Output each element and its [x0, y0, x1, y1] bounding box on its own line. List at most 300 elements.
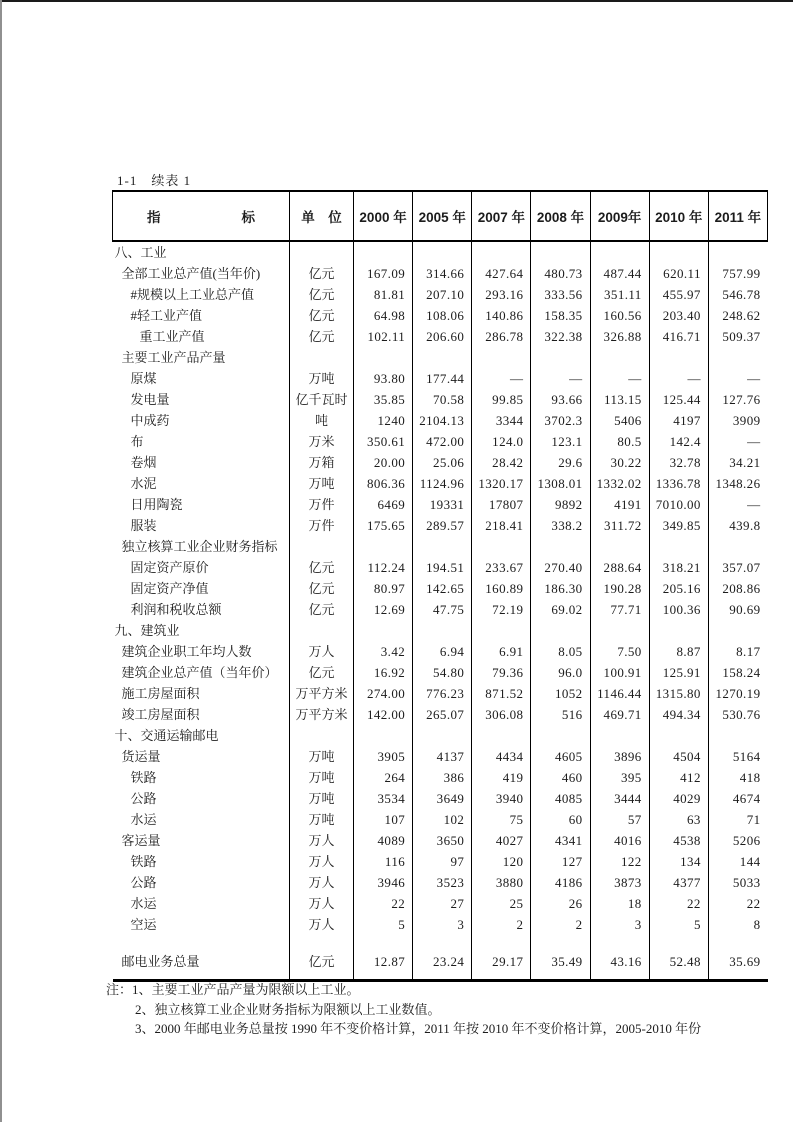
value-cell: 4029: [649, 788, 708, 809]
value-cell: 19331: [413, 494, 472, 515]
indicator-cell: 施工房屋面积: [113, 683, 290, 704]
table-row: [113, 830, 768, 851]
footnote-item-1: 1、主要工业产品产量为限额以上工业。: [132, 982, 360, 997]
value-cell: 177.44: [413, 368, 472, 389]
value-cell: 54.80: [413, 662, 472, 683]
value-cell: 32.78: [649, 452, 708, 473]
value-cell: 469.71: [590, 704, 649, 725]
value-cell: [708, 935, 767, 951]
table-row: [113, 767, 768, 788]
value-cell: [413, 536, 472, 557]
value-cell: 1052: [531, 683, 590, 704]
value-cell: 142.65: [413, 578, 472, 599]
table-row: [113, 557, 768, 578]
value-cell: 7010.00: [649, 494, 708, 515]
unit-cell: [290, 935, 354, 951]
value-cell: 4605: [531, 746, 590, 767]
unit-cell: 万人: [290, 914, 354, 935]
value-cell: [472, 347, 531, 368]
page-title: 1-1 续表 1: [117, 173, 192, 188]
value-cell: [649, 347, 708, 368]
footnote-prefix: 注：: [106, 982, 133, 997]
value-cell: 93.66: [531, 389, 590, 410]
table-row: [113, 578, 768, 599]
value-cell: —: [590, 368, 649, 389]
value-cell: 288.64: [590, 557, 649, 578]
value-cell: 125.44: [649, 389, 708, 410]
value-cell: 620.11: [649, 263, 708, 284]
indicator-cell: #轻工业产值: [113, 305, 290, 326]
unit-cell: 万件: [290, 494, 354, 515]
value-cell: [354, 725, 413, 746]
value-cell: [531, 620, 590, 641]
value-cell: 5: [354, 914, 413, 935]
unit-cell: [290, 241, 354, 263]
value-cell: 4027: [472, 830, 531, 851]
value-cell: 8.05: [531, 641, 590, 662]
value-cell: 112.24: [354, 557, 413, 578]
value-cell: —: [472, 368, 531, 389]
value-cell: 18: [590, 893, 649, 914]
footnote-line-1: [106, 980, 726, 1000]
value-cell: 289.57: [413, 515, 472, 536]
indicator-cell: 铁路: [113, 851, 290, 872]
value-cell: 186.30: [531, 578, 590, 599]
value-cell: 871.52: [472, 683, 531, 704]
value-cell: 134: [649, 851, 708, 872]
value-cell: [590, 725, 649, 746]
indicator-cell: 铁路: [113, 767, 290, 788]
value-cell: 3: [413, 914, 472, 935]
value-cell: 357.07: [708, 557, 767, 578]
indicator-cell: 水泥: [113, 473, 290, 494]
value-cell: 125.91: [649, 662, 708, 683]
value-cell: [531, 536, 590, 557]
value-cell: 318.21: [649, 557, 708, 578]
unit-cell: 万吨: [290, 788, 354, 809]
value-cell: 25: [472, 893, 531, 914]
table-row: [113, 914, 768, 935]
indicator-cell: 邮电业务总量: [113, 951, 290, 981]
value-cell: 3649: [413, 788, 472, 809]
value-cell: 206.60: [413, 326, 472, 347]
value-cell: 460: [531, 767, 590, 788]
value-cell: [413, 935, 472, 951]
value-cell: 22: [354, 893, 413, 914]
value-cell: 203.40: [649, 305, 708, 326]
value-cell: 122: [590, 851, 649, 872]
value-cell: 4191: [590, 494, 649, 515]
value-cell: 306.08: [472, 704, 531, 725]
value-cell: [649, 935, 708, 951]
value-cell: 350.61: [354, 431, 413, 452]
value-cell: 1146.44: [590, 683, 649, 704]
value-cell: 35.85: [354, 389, 413, 410]
value-cell: 25.06: [413, 452, 472, 473]
indicator-cell: 货运量: [113, 746, 290, 767]
value-cell: 487.44: [590, 263, 649, 284]
value-cell: 395: [590, 767, 649, 788]
indicator-cell: 原煤: [113, 368, 290, 389]
value-cell: 3946: [354, 872, 413, 893]
value-cell: 116: [354, 851, 413, 872]
value-cell: 274.00: [354, 683, 413, 704]
table-row: [113, 599, 768, 620]
value-cell: 546.78: [708, 284, 767, 305]
unit-cell: 万吨: [290, 809, 354, 830]
value-cell: 102.11: [354, 326, 413, 347]
value-cell: [472, 725, 531, 746]
value-cell: 5: [649, 914, 708, 935]
value-cell: 47.75: [413, 599, 472, 620]
indicator-cell: 公路: [113, 788, 290, 809]
value-cell: 96.0: [531, 662, 590, 683]
scan-edge-left: [0, 0, 2, 1122]
statistical-table: [112, 190, 768, 982]
value-cell: 1308.01: [531, 473, 590, 494]
spacer-row: [113, 935, 768, 951]
value-cell: 9892: [531, 494, 590, 515]
value-cell: [354, 620, 413, 641]
value-cell: 776.23: [413, 683, 472, 704]
value-cell: 455.97: [649, 284, 708, 305]
value-cell: 160.89: [472, 578, 531, 599]
value-cell: 248.62: [708, 305, 767, 326]
indicator-cell: #规模以上工业总产值: [113, 284, 290, 305]
unit-cell: 万平方米: [290, 704, 354, 725]
value-cell: 205.16: [649, 578, 708, 599]
value-cell: —: [708, 368, 767, 389]
value-cell: 34.21: [708, 452, 767, 473]
header-col-year-2005: 2005 年: [413, 191, 472, 241]
unit-cell: 亿元: [290, 263, 354, 284]
indicator-cell: 建筑企业职工年均人数: [113, 641, 290, 662]
header-col-year-2000: 2000 年: [354, 191, 413, 241]
value-cell: 190.28: [590, 578, 649, 599]
value-cell: 338.2: [531, 515, 590, 536]
indicator-cell: 空运: [113, 914, 290, 935]
value-cell: 43.16: [590, 951, 649, 981]
value-cell: 4089: [354, 830, 413, 851]
unit-cell: 万人: [290, 830, 354, 851]
value-cell: [413, 725, 472, 746]
value-cell: 29.17: [472, 951, 531, 981]
table-row: [113, 704, 768, 725]
value-cell: 286.78: [472, 326, 531, 347]
value-cell: 233.67: [472, 557, 531, 578]
value-cell: 3880: [472, 872, 531, 893]
value-cell: 12.87: [354, 951, 413, 981]
value-cell: [354, 241, 413, 263]
value-cell: [708, 725, 767, 746]
value-cell: 16.92: [354, 662, 413, 683]
header-col-year-2008: 2008 年: [531, 191, 590, 241]
value-cell: 4434: [472, 746, 531, 767]
table-row: [113, 662, 768, 683]
unit-cell: 万人: [290, 851, 354, 872]
value-cell: 4504: [649, 746, 708, 767]
value-cell: [531, 347, 590, 368]
value-cell: —: [708, 494, 767, 515]
value-cell: 80.5: [590, 431, 649, 452]
value-cell: 1332.02: [590, 473, 649, 494]
value-cell: 3344: [472, 410, 531, 431]
value-cell: 264: [354, 767, 413, 788]
indicator-cell: 卷烟: [113, 452, 290, 473]
unit-cell: 吨: [290, 410, 354, 431]
value-cell: 427.64: [472, 263, 531, 284]
value-cell: 123.1: [531, 431, 590, 452]
value-cell: 8: [708, 914, 767, 935]
unit-cell: 亿元: [290, 284, 354, 305]
value-cell: 108.06: [413, 305, 472, 326]
unit-cell: 亿元: [290, 662, 354, 683]
value-cell: —: [649, 368, 708, 389]
value-cell: 530.76: [708, 704, 767, 725]
value-cell: 1270.19: [708, 683, 767, 704]
value-cell: 3909: [708, 410, 767, 431]
table-body: [113, 241, 768, 981]
value-cell: 127.76: [708, 389, 767, 410]
indicator-cell: 利润和税收总额: [113, 599, 290, 620]
value-cell: 127: [531, 851, 590, 872]
indicator-cell: 九、建筑业: [113, 620, 290, 641]
value-cell: 70.58: [413, 389, 472, 410]
value-cell: [531, 725, 590, 746]
value-cell: 3534: [354, 788, 413, 809]
value-cell: [354, 935, 413, 951]
value-cell: [413, 241, 472, 263]
value-cell: [649, 725, 708, 746]
value-cell: 23.24: [413, 951, 472, 981]
value-cell: 326.88: [590, 326, 649, 347]
value-cell: 5406: [590, 410, 649, 431]
value-cell: —: [531, 368, 590, 389]
value-cell: 3.42: [354, 641, 413, 662]
value-cell: 806.36: [354, 473, 413, 494]
value-cell: 2: [531, 914, 590, 935]
value-cell: 20.00: [354, 452, 413, 473]
value-cell: 17807: [472, 494, 531, 515]
table-row: [113, 620, 768, 641]
value-cell: [413, 347, 472, 368]
value-cell: 418: [708, 767, 767, 788]
value-cell: [590, 536, 649, 557]
footnote-item-2: 2、独立核算工业企业财务指标为限额以上工业数值。: [135, 1001, 441, 1017]
value-cell: [590, 935, 649, 951]
value-cell: 8.17: [708, 641, 767, 662]
value-cell: 100.36: [649, 599, 708, 620]
value-cell: 351.11: [590, 284, 649, 305]
value-cell: 158.24: [708, 662, 767, 683]
value-cell: 3523: [413, 872, 472, 893]
value-cell: 311.72: [590, 515, 649, 536]
value-cell: 57: [590, 809, 649, 830]
unit-cell: [290, 347, 354, 368]
value-cell: [590, 241, 649, 263]
value-cell: 3702.3: [531, 410, 590, 431]
value-cell: 4016: [590, 830, 649, 851]
value-cell: 6.91: [472, 641, 531, 662]
indicator-cell: 竣工房屋面积: [113, 704, 290, 725]
value-cell: [531, 935, 590, 951]
indicator-cell: 水运: [113, 809, 290, 830]
value-cell: 349.85: [649, 515, 708, 536]
unit-cell: 亿元: [290, 599, 354, 620]
table-row: [113, 725, 768, 746]
value-cell: 4137: [413, 746, 472, 767]
value-cell: 60: [531, 809, 590, 830]
value-cell: 4186: [531, 872, 590, 893]
value-cell: 5033: [708, 872, 767, 893]
value-cell: [708, 620, 767, 641]
value-cell: 516: [531, 704, 590, 725]
footnotes: [106, 980, 726, 1039]
value-cell: 75: [472, 809, 531, 830]
value-cell: 208.86: [708, 578, 767, 599]
table-row: [113, 951, 768, 981]
value-cell: 124.0: [472, 431, 531, 452]
value-cell: [708, 241, 767, 263]
value-cell: 97: [413, 851, 472, 872]
value-cell: 2: [472, 914, 531, 935]
value-cell: 1320.17: [472, 473, 531, 494]
value-cell: [472, 241, 531, 263]
unit-cell: 万人: [290, 872, 354, 893]
unit-cell: 万人: [290, 641, 354, 662]
value-cell: 63: [649, 809, 708, 830]
indicator-cell: [113, 935, 290, 951]
value-cell: 4538: [649, 830, 708, 851]
value-cell: 480.73: [531, 263, 590, 284]
indicator-cell: 主要工业产品产量: [113, 347, 290, 368]
value-cell: 71: [708, 809, 767, 830]
table-row: [113, 515, 768, 536]
indicator-cell: 十、交通运输邮电: [113, 725, 290, 746]
table-row: [113, 851, 768, 872]
value-cell: 77.71: [590, 599, 649, 620]
value-cell: 120: [472, 851, 531, 872]
indicator-cell: 公路: [113, 872, 290, 893]
value-cell: [472, 935, 531, 951]
value-cell: 1124.96: [413, 473, 472, 494]
unit-cell: 亿元: [290, 578, 354, 599]
value-cell: 4197: [649, 410, 708, 431]
unit-cell: 万米: [290, 431, 354, 452]
value-cell: [649, 241, 708, 263]
indicator-cell: 重工业产值: [113, 326, 290, 347]
value-cell: [472, 620, 531, 641]
value-cell: 26: [531, 893, 590, 914]
value-cell: 8.87: [649, 641, 708, 662]
value-cell: [413, 620, 472, 641]
table-row: [113, 368, 768, 389]
value-cell: 3873: [590, 872, 649, 893]
value-cell: 142.00: [354, 704, 413, 725]
table-row: [113, 263, 768, 284]
table-row: [113, 788, 768, 809]
value-cell: 416.71: [649, 326, 708, 347]
header-col-unit: 单 位: [290, 191, 354, 241]
value-cell: 322.38: [531, 326, 590, 347]
value-cell: 140.86: [472, 305, 531, 326]
value-cell: 81.81: [354, 284, 413, 305]
unit-cell: 万吨: [290, 767, 354, 788]
value-cell: 7.50: [590, 641, 649, 662]
value-cell: 113.15: [590, 389, 649, 410]
unit-cell: [290, 725, 354, 746]
value-cell: 79.36: [472, 662, 531, 683]
value-cell: 29.6: [531, 452, 590, 473]
table-row: [113, 746, 768, 767]
value-cell: 1240: [354, 410, 413, 431]
table-row: [113, 641, 768, 662]
unit-cell: 亿千瓦时: [290, 389, 354, 410]
table-row: [113, 410, 768, 431]
table-row: [113, 431, 768, 452]
value-cell: 6469: [354, 494, 413, 515]
value-cell: 3: [590, 914, 649, 935]
value-cell: 142.4: [649, 431, 708, 452]
header-col-year-2007: 2007 年: [472, 191, 531, 241]
value-cell: [708, 347, 767, 368]
value-cell: [590, 620, 649, 641]
value-cell: 4377: [649, 872, 708, 893]
value-cell: 144: [708, 851, 767, 872]
table-row: [113, 536, 768, 557]
value-cell: 412: [649, 767, 708, 788]
value-cell: 1315.80: [649, 683, 708, 704]
value-cell: 265.07: [413, 704, 472, 725]
value-cell: 22: [649, 893, 708, 914]
value-cell: 3940: [472, 788, 531, 809]
unit-cell: 万件: [290, 515, 354, 536]
value-cell: 194.51: [413, 557, 472, 578]
value-cell: 107: [354, 809, 413, 830]
value-cell: 69.02: [531, 599, 590, 620]
indicator-cell: 服装: [113, 515, 290, 536]
unit-cell: 万吨: [290, 473, 354, 494]
value-cell: 3444: [590, 788, 649, 809]
value-cell: 1348.26: [708, 473, 767, 494]
value-cell: 5164: [708, 746, 767, 767]
unit-cell: 万箱: [290, 452, 354, 473]
unit-cell: 万吨: [290, 746, 354, 767]
value-cell: 494.34: [649, 704, 708, 725]
value-cell: 12.69: [354, 599, 413, 620]
table-row: [113, 452, 768, 473]
value-cell: 293.16: [472, 284, 531, 305]
value-cell: 509.37: [708, 326, 767, 347]
indicator-cell: 客运量: [113, 830, 290, 851]
table-row: [113, 893, 768, 914]
value-cell: 27: [413, 893, 472, 914]
table-row: [113, 347, 768, 368]
scan-edge-top: [0, 0, 793, 2]
value-cell: 6.94: [413, 641, 472, 662]
unit-cell: 万平方米: [290, 683, 354, 704]
unit-cell: 亿元: [290, 305, 354, 326]
indicator-cell: 发电量: [113, 389, 290, 410]
table-row: [113, 241, 768, 263]
value-cell: 28.42: [472, 452, 531, 473]
table-row: [113, 326, 768, 347]
value-cell: [472, 536, 531, 557]
value-cell: 757.99: [708, 263, 767, 284]
value-cell: 5206: [708, 830, 767, 851]
header-col-indicator: 指 标: [113, 191, 290, 241]
value-cell: 22: [708, 893, 767, 914]
